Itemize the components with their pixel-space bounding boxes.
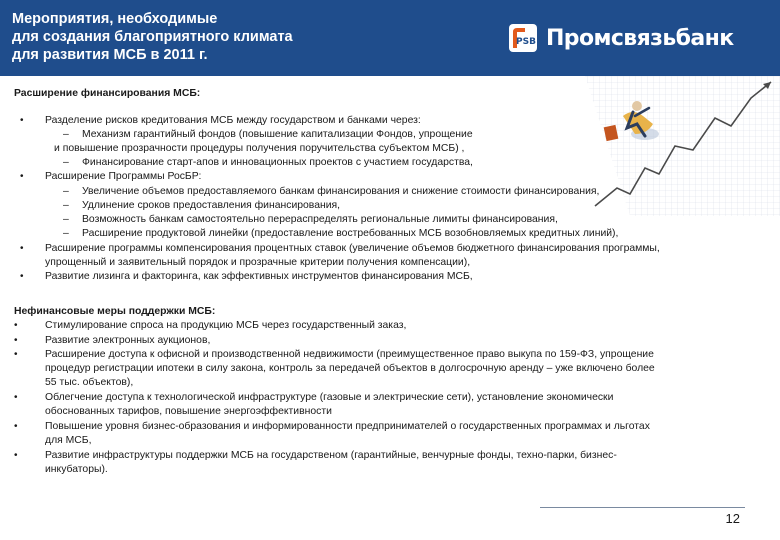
svg-text:PSB: PSB (516, 37, 536, 47)
footer-divider (540, 507, 745, 508)
list-item: инкубаторы). (45, 464, 108, 475)
page-number: 12 (725, 511, 740, 526)
bullet: • (14, 349, 18, 360)
growth-chart-runner-illustration-icon (575, 76, 780, 216)
list-item: процедур регистрации ипотеки в силу закона, контроль за передачей объектов в долгосрочную аренду – уже включено более (45, 363, 655, 374)
bullet: • (20, 271, 24, 282)
list-item: Расширение доступа к офисной и производственной недвижимости (преимущественное право выкупа по 159-ФЗ, упрощение (45, 349, 654, 360)
list-item: Развитие лизинга и факторинга, как эффективных инструментов финансирования МСБ, (45, 271, 473, 282)
dash: – (63, 157, 69, 168)
bullet: • (20, 115, 24, 126)
title-line: для создания благоприятного климата (12, 29, 293, 45)
bullet: • (14, 335, 18, 346)
list-item: Развитие электронных аукционов, (45, 335, 211, 346)
list-item: Разделение рисков кредитования МСБ между государством и банками через: (45, 115, 421, 126)
dash: – (63, 186, 69, 197)
list-item: Расширение продуктовой линейки (предоставление востребованных МСБ возобновляемых кредитных линий), (82, 228, 619, 239)
list-item: Облегчение доступа к технологической инфраструктуре (газовые и электрические сети), установление экономически (45, 392, 614, 403)
list-item: Развитие инфраструктуры поддержки МСБ на государственом (гарантийные, венчурные фонды, техно-парки, бизнес- (45, 450, 617, 461)
dash: – (63, 200, 69, 211)
list-item: для МСБ, (45, 435, 92, 446)
list-item: обоснованных тарифов, повышение энергоэффективности (45, 406, 332, 417)
list-item: Удлинение сроков предоставления финансирования, (82, 200, 341, 211)
dash: – (63, 129, 69, 140)
section-heading-nonfinancial: Нефинансовые меры поддержки МСБ: (14, 306, 216, 317)
title-line: Мероприятия, необходимые (12, 11, 218, 27)
list-item: Повышение уровня бизнес-образования и информированности предпринимателей о государственных программах и льготах (45, 421, 650, 432)
bullet: • (14, 450, 18, 461)
dash: – (63, 214, 69, 225)
list-item: 55 тыс. объектов), (45, 377, 134, 388)
bullet: • (20, 243, 24, 254)
list-item: и повышение прозрачности процедуры получения поручительства субъектом МСБ) , (54, 143, 465, 154)
list-item: Возможность банкам самостоятельно перераспределять региональные лимиты финансирования, (82, 214, 558, 225)
list-item: Стимулирование спроса на продукцию МСБ через государственный заказ, (45, 320, 407, 331)
bank-name: Промсвязьбанк (546, 25, 734, 51)
title-line: для развития МСБ в 2011 г. (12, 47, 208, 63)
bullet: • (14, 421, 18, 432)
bullet: • (20, 171, 24, 182)
list-item: Расширение Программы РосБР: (45, 171, 202, 182)
list-item: упрощенный и заявительный порядок и прозрачные критерии получения компенсации), (45, 257, 471, 268)
list-item: Расширение программы компенсирования процентных ставок (увеличение объемов бюджетного финансирования программы, (45, 243, 660, 254)
bullet: • (14, 392, 18, 403)
section-heading-financing: Расширение финансирования МСБ: (14, 88, 201, 99)
list-item: Увеличение объемов предоставляемого банкам финансирования и снижение стоимости финансирования, (82, 186, 600, 197)
list-item: Финансирование старт-апов и инновационных проектов с участием государства, (82, 157, 473, 168)
bullet: • (14, 320, 18, 331)
dash: – (63, 228, 69, 239)
list-item: Механизм гарантийный фондов (повышение капитализации Фондов, упрощение (82, 129, 473, 140)
